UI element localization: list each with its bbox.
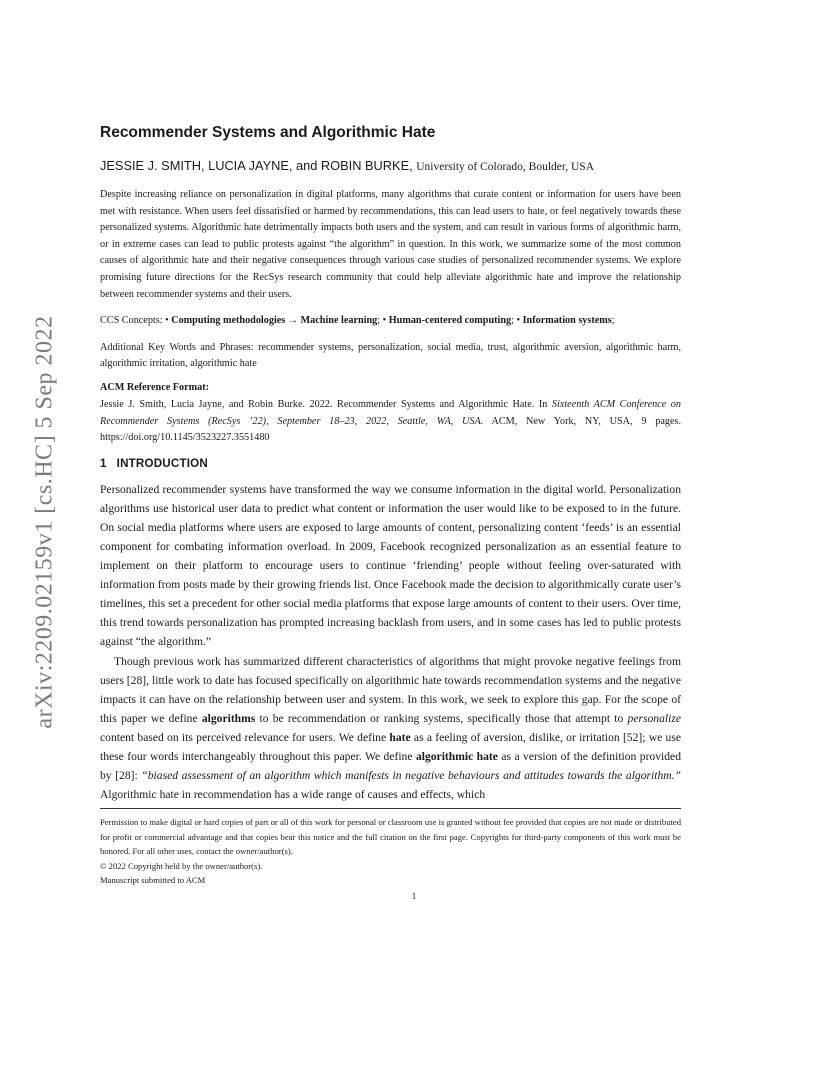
text-run: to be recommendation or ranking systems, specifically those that attempt to: [255, 711, 628, 725]
page-number: 1: [411, 891, 417, 901]
ccs-label: CCS Concepts: •: [100, 315, 169, 327]
reference-publisher: ACM, New York, NY, USA, 9 pages. https://doi.org/10.1145/3523227.3551480: [100, 415, 681, 444]
section-heading: [100, 457, 681, 470]
paper-title: Recommender Systems and Algorithmic Hate: [100, 124, 436, 141]
ccs-concept-2: Human-centered computing: [388, 315, 512, 327]
arxiv-identifier: arXiv:2209.02159v1 [cs.HC] 5 Sep 2022: [31, 315, 58, 729]
intro-paragraph-2: [100, 652, 681, 805]
keywords: Additional Key Words and Phrases: recommender systems, personalization, social media, trust, algorithmic aversion, algorithmic harm, algorithmic irritation, algorithmic hate: [100, 341, 681, 370]
text-run: as a version of the definition provided by [28]:: [100, 750, 681, 783]
intro-paragraph-1: Personalized recommender systems have transformed the way we consume information in the digital world. Personalization algorithms use historical user data to predict what content or information the user would like to be exposed to in the future. On social media platforms where users are exposed to large amounts of content, personalizing content ‘feeds’ is an essential component for combating information overload. In 2009, Facebook recognized personalization as an essential feature to implement on their platform to encourage users to continue ‘friending’ people without feeling over-saturated with information from posts made by their growing friends list. Once Facebook made the decision to algorithmically curate user’s timelines, this set a precedent for other social media platforms that expose large amounts of content to their users. Over time, this trend towards personalization has prompted increasing backlash from users, and in some cases has led to public protests against “the algorithm.”: [100, 482, 681, 649]
reference-venue: Sixteenth ACM Conference on Recommender Systems (RecSys ’22), September 18–23, 2022, Seattle, WA, USA.: [100, 398, 681, 427]
section-title: INTRODUCTION: [116, 456, 208, 470]
term-algorithms: algorithms: [201, 711, 256, 725]
reference-authors: Jessie J. Smith, Lucia Jayne, and Robin Burke. 2022. Recommender Systems and Algorithmic Hate. In: [100, 398, 552, 410]
abstract: Despite increasing reliance on personalization in digital platforms, many algorithms that curate content or information for users have been met with resistance. When users feel dissatisfied or harmed by recommendations, this can lead users to hate, or feel negatively towards these personalized systems. Algorithmic hate detrimentally impacts both users and the system, and can result in various forms of algorithmic harm, or in extreme cases can lead to public protests against “the algorithm” in question. In this work, we summarize some of the most common causes of algorithmic hate and their negative consequences through various case studies of personalized recommender systems. We explore promising future directions for the RecSys research community that could help alleviate algorithmic hate and improve the relationship between recommender systems and their users.: [100, 189, 681, 300]
author-affiliation: University of Colorado, Boulder, USA: [416, 161, 595, 173]
ccs-concept-1: Computing methodologies → Machine learning: [171, 315, 378, 327]
author-names: JESSIE J. SMITH, LUCIA JAYNE, and ROBIN BURKE,: [100, 158, 413, 173]
permission-notice: Permission to make digital or hard copies of part or all of this work for personal or classroom use is granted without fee provided that copies are not made or distributed for profit or commercial advantage and that copies bear this notice and the full citation on the first page. Copyrights for third-party components of this work must be honored. For all other uses, contact the owner/author(s).: [100, 817, 681, 857]
manuscript-notice: Manuscript submitted to ACM: [100, 875, 206, 886]
section-number: 1: [100, 456, 107, 470]
ccs-concept-3: Information systems: [522, 315, 612, 327]
emphasis-personalize: personalize: [627, 711, 681, 725]
term-algorithmic-hate: algorithmic hate: [415, 750, 498, 764]
page-content: [100, 124, 681, 888]
term-hate: hate: [389, 730, 411, 744]
copyright-notice: © 2022 Copyright held by the owner/author(s).: [100, 860, 263, 871]
ccs-separator: ; •: [377, 315, 387, 327]
text-run: Algorithmic hate in recommendation has a wide range of causes and effects, which: [100, 788, 486, 802]
reference-heading: ACM Reference Format:: [100, 381, 209, 393]
ccs-concepts: [100, 313, 681, 330]
text-run: content based on its perceived relevance for users. We define: [100, 730, 390, 744]
ccs-separator: ; •: [511, 315, 521, 327]
footnote-divider: [100, 808, 681, 809]
text-run: as a feeling of aversion, dislike, or irritation [52]; we use these four words interchangeably throughout this paper. We define: [100, 730, 681, 764]
ccs-end: ;: [611, 315, 615, 327]
text-run: Though previous work has summarized different characteristics of algorithms that might provoke negative feelings from users [28], little work to date has focused specifically on algorithmic hate towards recommendation systems and the negative impacts it can have on the relationship between user and system. In this work, we seek to explore this gap. For the scope of this paper we define: [100, 654, 681, 725]
author-line: [100, 158, 681, 173]
arxiv-sidebar: [28, 292, 62, 752]
reference-body: [100, 397, 681, 447]
definition-quote: “biased assessment of an algorithm which manifests in negative behaviours and attitudes towards the algorithm.”: [141, 769, 681, 783]
